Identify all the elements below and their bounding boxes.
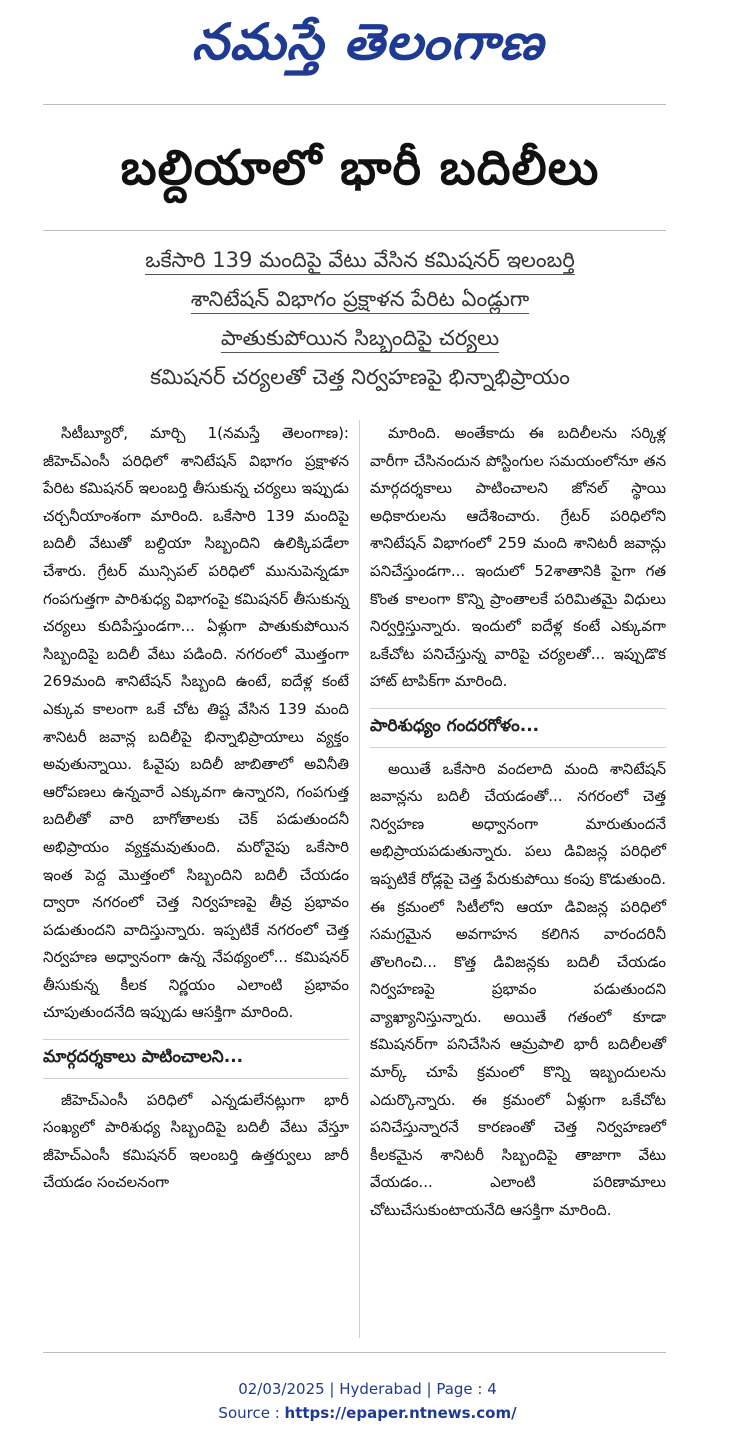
deck-line-3: [40, 326, 680, 356]
left-subheading: మార్గదర్శకాలు పాటించాలని...: [43, 1039, 349, 1079]
article-headline: బల్దియాలో భారీ బదిలీలు: [120, 140, 600, 196]
masthead-title: నమస్తే తెలంగాణ: [191, 11, 544, 71]
headline-divider: [43, 230, 666, 231]
column-divider: [359, 420, 360, 1338]
deck-line-2: [40, 287, 680, 317]
footer-source-line: [0, 1404, 735, 1422]
deck-line-2-text: శానిటేషన్ విభాగం ప్రక్షాళన పేరిట ఏండ్లుగా: [191, 287, 530, 314]
deck-line-4: [40, 365, 680, 395]
left-paragraph-2: జీహెచ్ఎంసీ పరిధిలో ఎన్నడులేనట్లుగా భారీ సంఖ్యలో పారిశుధ్య సిబ్బందిపై బదిలీ వేటు వేస్తూ జీహెచ్ఎంసీ కమిషనర్ ఇలంబర్తి ఉత్తర్వులు జారీ చేయడం సంచలనంగా: [43, 1090, 349, 1192]
footer-date-line: 02/03/2025 | Hyderabad | Page : 4: [238, 1380, 497, 1398]
deck-line-1: [40, 248, 680, 278]
deck-line-4-text: కమిషనర్ చర్యలతో చెత్త నిర్వహణపై భిన్నాభిప్రాయం: [150, 365, 570, 389]
footer-divider: [43, 1352, 666, 1353]
right-paragraph-2: అయితే ఒకేసారి వందలాది మంది శానిటేషన్ జవాన్లను బదిలీ చేయడంతో... నగరంలో చెత్త నిర్వహణ అధ్వానంగా మారుతుందనే అభిప్రాయపడుతున్నారు. పలు డివిజన్ల పరిధిలో ఇప్పటికే రోడ్లపై చెత్త పేరుకుపోయి కంపు కొడుతుంది. ఈ క్రమంలో సిటీలోని ఆయా డివిజన్ల పరిధిలో సమగ్రమైన అవగాహన కలిగిన వారందరినీ తొలగించి... కొత్త డివిజన్లకు బదిలీ చేయడం నిర్వహణపై ప్రభావం పడుతుందని వ్యాఖ్యానిస్తున్నారు. అయితే గతంలో కూడా కమిషనర్‌గా పనిచేసిన ఆమ్రపాలి భారీ బదిలీలతో మార్క్ చూపే క్రమంలో కొన్ని ఇబ్బందులను ఎదుర్కొన్నారు. ఈ క్రమంలో ఏళ్లుగా ఒకేచోట పనిచేస్తున్నారనే కారణంతో చెత్త నిర్వహణలో కీలకమైన శానిటరీ సిబ్బందిపై తాజాగా వేటు వేయడం... ఎలాంటి పరిణామాలు చోటుచేసుకుంటాయనేది ఆసక్తిగా మారింది.: [370, 759, 666, 1220]
left-column: [43, 420, 349, 1197]
footer-source-link[interactable]: https://epaper.ntnews.com/: [284, 1404, 517, 1422]
right-subheading: పారిశుధ్యం గందరగోళం...: [370, 708, 666, 748]
deck-line-3-text: పాతుకుపోయిన సిబ్బందిపై చర్యలు: [221, 326, 499, 353]
masthead-divider: [43, 104, 666, 105]
masthead: [0, 0, 735, 95]
right-column: [370, 420, 666, 1225]
left-paragraph-1: సిటీబ్యూరో, మార్చి 1(నమస్తే తెలంగాణ): జీహెచ్ఎంసీ పరిధిలో శానిటేషన్ విభాగం ప్రక్షాళన పేరిట కమిషనర్ ఇలంబర్తి తీసుకున్న చర్యలు ఇప్పుడు చర్చనీయాంశంగా మారింది. ఒకేసారి 139 మందిపై బదిలీ వేటుతో బల్దియా సిబ్బందిని ఉలిక్కిపడేలా చేశారు. గ్రేటర్ మున్సిపల్ పరిధిలో మునుపెన్నడూ గంపగుత్తగా పారిశుధ్య విభాగంపై కమిషనర్ తీసుకున్న చర్యలు కుదిపేస్తుండగా... ఏళ్లుగా పాతుకుపోయిన సిబ్బందిపై బదిలీ వేటు పడింది. నగరంలో మొత్తంగా 269మంది శానిటేషన్ సిబ్బంది ఉంటే, ఐదేళ్ల కంటే ఎక్కువ కాలంగా ఒకే చోట తిష్ట వేసిన 139 మంది శానిటరీ జవాన్ల బదిలీపై భిన్నాభిప్రాయాలు వ్యక్తం అవుతున్నాయి. ఓవైపు బదిలీ జాబితాలో అవినీతి ఆరోపణలు ఉన్నవారే ఎక్కువగా ఉన్నారని, గంపగుత్త బదిలీతో వారి బాగోతాలకు చెక్ పడుతుందనీ అభిప్రాయం వ్యక్తమవుతుంది. మరోవైపు ఒకేసారి ఇంత పెద్ద మొత్తంలో సిబ్బందిని బదిలీ చేయడం ద్వారా నగరంలో చెత్త నిర్వహణపై తీవ్ర ప్రభావం పడుతుందని వాదిస్తున్నారు. ఇప్పటికే నగరంలో చెత్త నిర్వహణ అధ్వానంగా ఉన్న నేపథ్యంలో... కమిషనర్ తీసుకున్న కీలక నిర్ణయం ఎలాంటి ప్రభావం చూపుతుందనేది ఇప్పుడు ఆసక్తిగా మారింది.: [43, 424, 349, 1022]
footer-source-label: Source :: [218, 1404, 285, 1422]
right-paragraph-1: మారింది. అంతేకాదు ఈ బదిలీలను సర్కిళ్ల వారీగా చేసినందున పోస్టింగుల సమయంలోనూ తన మార్గదర్శకాలు పాటించాలని జోనల్ స్థాయి అధికారులను ఆదేశించారు. గ్రేటర్ పరిధిలోని శానిటేషన్ విభాగంలో 259 మంది శానిటరీ జవాన్లు పనిచేస్తుండగా... ఇందులో 52శాతానికి పైగా గత కొంత కాలంగా కొన్ని ప్రాంతాలకే పరిమితమై విధులు నిర్వర్తిస్తున్నారు. ఇందులో ఐదేళ్ల కంటే ఎక్కువగా ఒకేచోట పనిచేస్తున్న వారిపై చర్యలతో... ఇప్పుడొక హాట్ టాపిక్‌గా మారింది.: [370, 424, 666, 691]
deck-line-1-text: ఒకేసారి 139 మందిపై వేటు వేసిన కమిషనర్ ఇలంబర్తి: [145, 248, 575, 275]
